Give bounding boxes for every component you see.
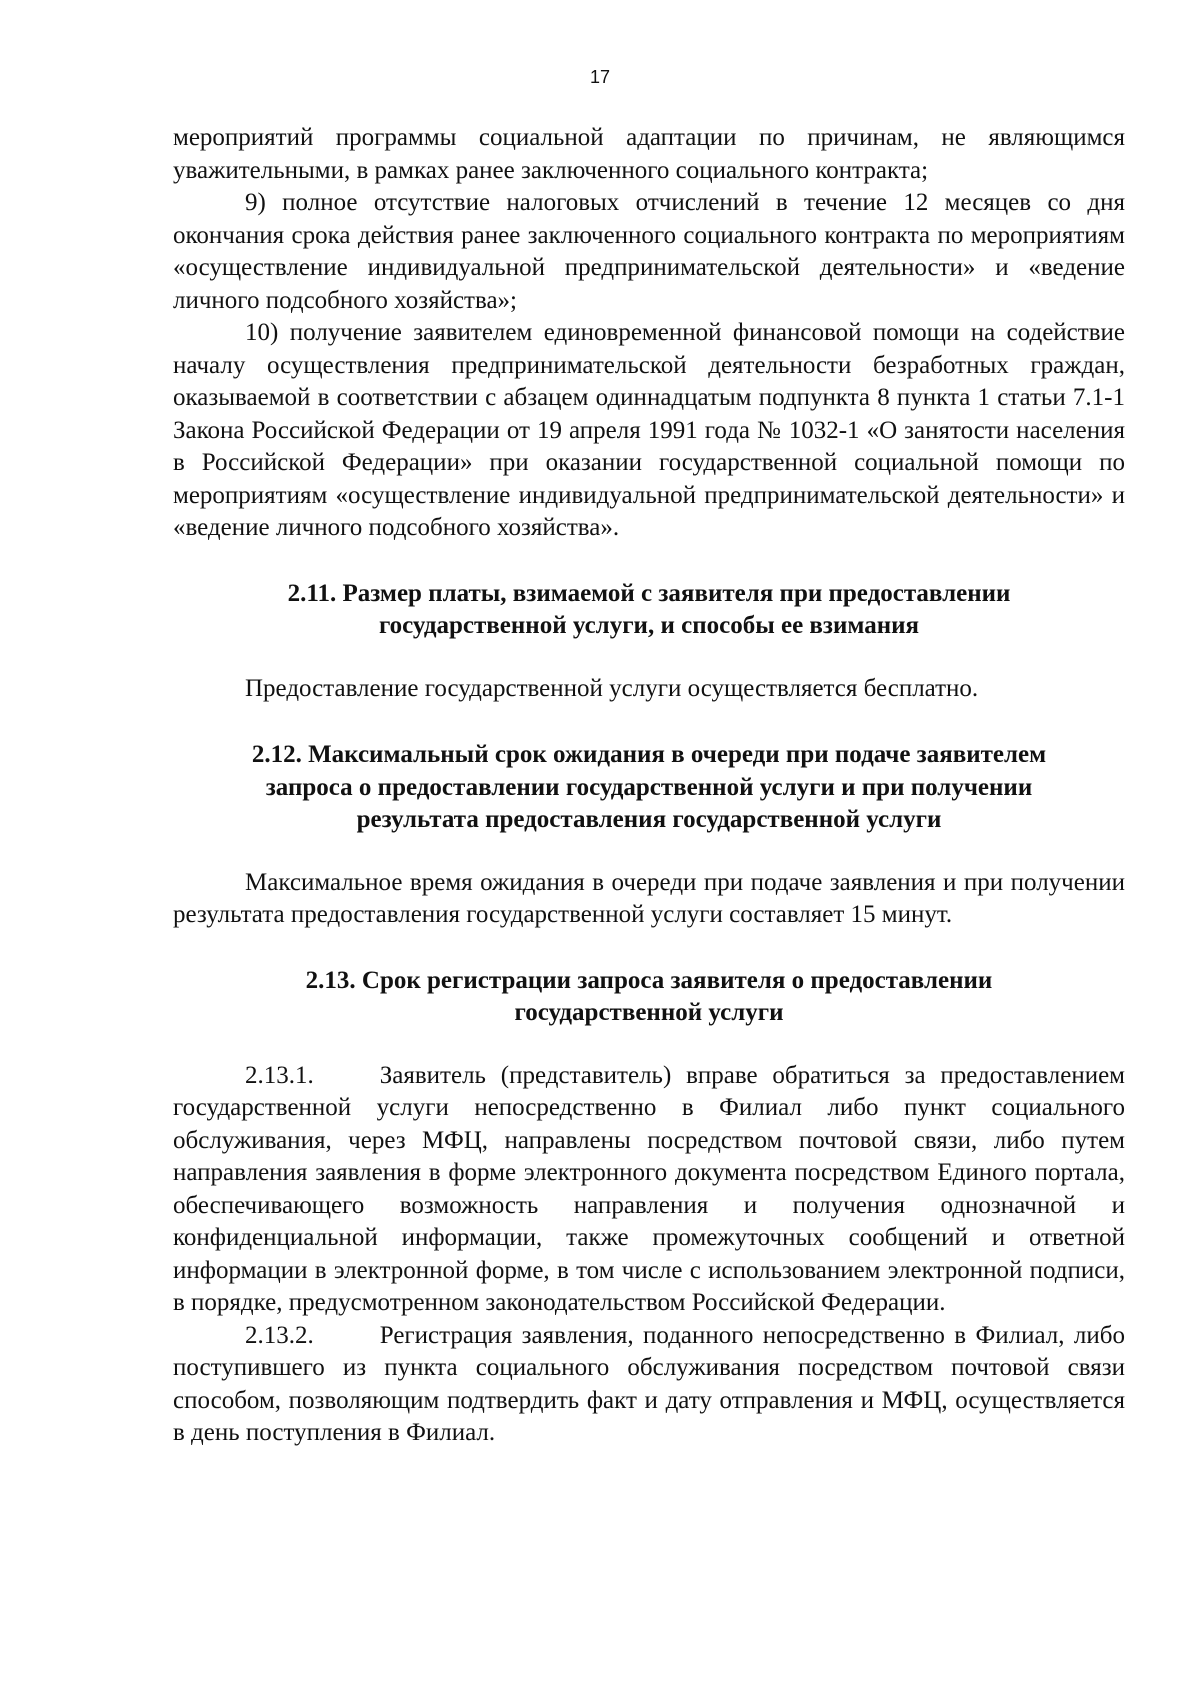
section-2-12-text: Максимальное время ожидания в очереди при подаче заявления и при получении результата предоставления государственной услуги составляет 15 минут. [173,868,1125,928]
section-2-12-heading-line: запроса о предоставлении государственной услуги и при получении [265,773,1033,801]
section-2-11-heading-line: 2.11. Размер платы, взимаемой с заявителя при предоставлении [287,579,1011,607]
section-2-13-heading-line: 2.13. Срок регистрации запроса заявителя о предоставлении [305,966,993,994]
section-2-11-text: Предоставление государственной услуги осуществляется бесплатно. [245,674,979,702]
paragraph-item-9: 9) полное отсутствие налоговых отчислений в течение 12 месяцев со дня окончания срока действия ранее заключенного социального контракта по мероприятиям «осуществление индивидуальной предпринимательской деятельности» и «ведение личного подсобного хозяйства»; [173,189,1125,314]
section-2-12-heading-line: результата предоставления государственной услуги [356,806,942,833]
section-2-12-heading [173,739,1125,837]
section-2-13-1-number: 2.13.1. [245,1061,314,1089]
section-2-13-2-paragraph [173,1320,1125,1450]
paragraph-item-10: 10) получение заявителем единовременной финансовой помощи на содействие началу осуществления предпринимательской деятельности безработных граждан, оказываемой в соответствии с абзацем одиннадцатым подпункта 8 пункта 1 статьи 7.1-1 Закона Российской Федерации от 19 апреля 1991 года № 1032-1 «О занятости населения в Российской Федерации» при оказании государственной социальной помощи по мероприятиям «осуществление индивидуальной предпринимательской деятельности» и «ведение личного подсобного хозяйства». [173,319,1125,541]
section-2-11-heading [173,578,1125,643]
section-2-13-2-text: Регистрация заявления, поданного непосредственно в Филиал, либо поступившего из пункта социального обслуживания посредством почтовой связи способом, позволяющим подтвердить факт и дату отправления и МФЦ, осуществляется в день поступления в Филиал. [173,1321,1125,1446]
paragraph-continuation: мероприятий программы социальной адаптации по причинам, не являющимся уважительными, в рамках ранее заключенного социального контракта; [173,124,1125,184]
section-2-12-heading-line: 2.12. Максимальный срок ожидания в очереди при подаче заявителем [251,741,1047,768]
page-number: 17 [589,67,611,87]
section-2-13-1-paragraph [173,1060,1125,1320]
section-2-11-heading-line: государственной услуги, и способы ее взимания [378,612,920,639]
section-2-13-1-text: Заявитель (представитель) вправе обратиться за предоставлением государственной услуги непосредственно в Филиал либо пункт социального обслуживания, через МФЦ, направлены посредством почтовой связи, либо путем направления заявления в форме электронного документа посредством Единого портала, обеспечивающего возможность направления и получения однозначной и конфиденциальной информации, также промежуточных сообщений и ответной информации в электронной форме, в том числе с использованием электронной подписи, в порядке, предусмотренном законодательством Российской Федерации. [173,1061,1125,1316]
section-2-13-heading [173,965,1125,1030]
document-body [173,122,1125,1450]
section-2-13-2-number: 2.13.2. [245,1321,314,1349]
section-2-13-heading-line: государственной услуги [514,999,784,1026]
